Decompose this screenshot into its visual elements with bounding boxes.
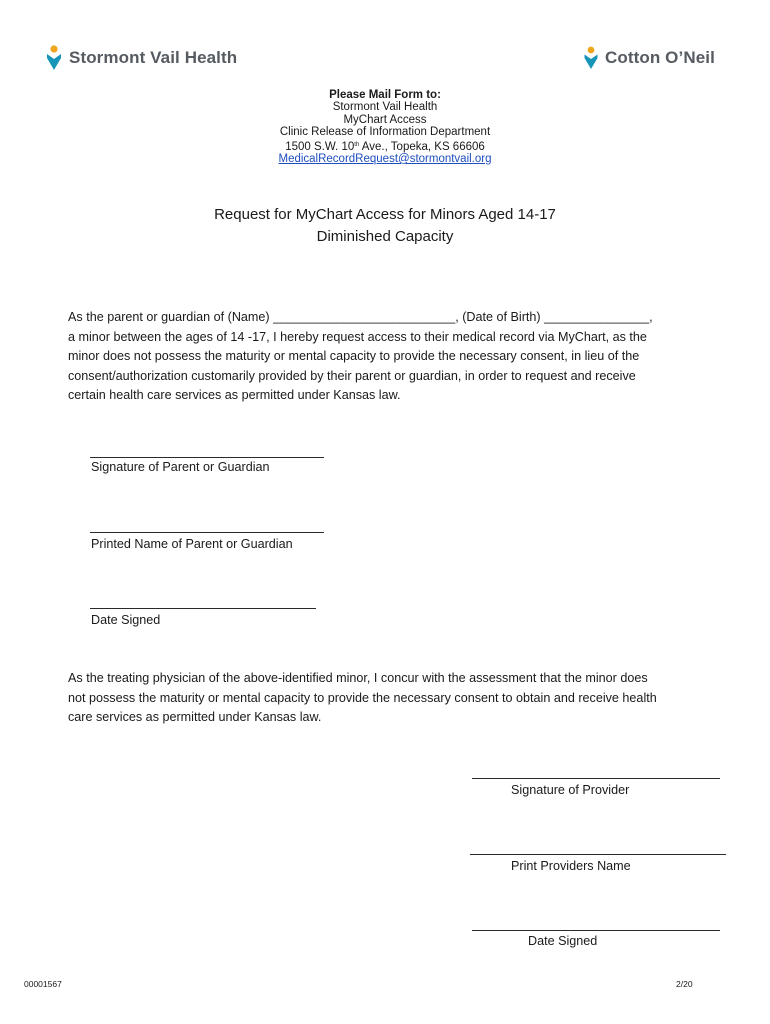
physician-statement — [68, 669, 718, 728]
parent-printed-name-label: Printed Name of Parent or Guardian — [91, 537, 293, 551]
parent-statement — [68, 308, 718, 406]
provider-name-label: Print Providers Name — [511, 859, 631, 873]
mail-to-heading: Please Mail Form to: — [329, 89, 441, 101]
physician-statement-line: not possess the maturity or mental capacity to provide the necessary consent to obtain and receive health — [68, 690, 657, 705]
mail-to-block — [0, 89, 770, 165]
parent-date-label: Date Signed — [91, 613, 161, 627]
parent-statement-line: a minor between the ages of 14 -17, I hereby request access to their medical record via MyChart, as the — [68, 329, 647, 344]
form-title-line-2: Diminished Capacity — [316, 228, 454, 245]
mail-to-line-2: MyChart Access — [343, 113, 427, 126]
email-link[interactable]: MedicalRecordRequest@stormontvail.org — [278, 153, 492, 166]
physician-statement-line: As the treating physician of the above-identified minor, I concur with the assessment that the minor does — [68, 671, 648, 685]
parent-statement-line: minor does not possess the maturity or mental capacity to provide the necessary consent, in lieu of the — [68, 349, 640, 363]
cotton-oneil-logo-text: Cotton O’Neil — [605, 48, 715, 67]
address-city: Ave., Topeka, KS 66606 — [359, 140, 485, 153]
provider-date-label: Date Signed — [528, 934, 598, 948]
stormont-vail-logo-icon — [45, 45, 63, 71]
stormont-vail-logo — [45, 45, 237, 71]
parent-printed-name-line[interactable] — [90, 532, 324, 533]
form-title-line-1: Request for MyChart Access for Minors Aged 14-17 — [214, 206, 556, 223]
mail-to-line-3: Clinic Release of Information Department — [279, 126, 491, 139]
address-street: 1500 S.W. 10 — [285, 140, 355, 153]
parent-signature-line[interactable] — [90, 457, 324, 458]
provider-signature-label: Signature of Provider — [511, 783, 630, 797]
parent-date-line[interactable] — [90, 608, 316, 609]
mail-to-address — [0, 139, 770, 153]
provider-date-line[interactable] — [472, 930, 720, 931]
form-number: 00001567 — [24, 979, 62, 989]
parent-signature-label: Signature of Parent or Guardian — [91, 460, 270, 474]
form-revision: 2/20 — [676, 979, 693, 989]
parent-statement-line: consent/authorization customarily provided by their parent or guardian, in order to request and receive — [68, 368, 636, 383]
address-superscript: th — [354, 141, 360, 148]
parent-statement-line: certain health care services as permitted under Kansas law. — [68, 388, 401, 402]
stormont-vail-logo-text: Stormont Vail Health — [69, 48, 238, 67]
provider-signature-line[interactable] — [472, 778, 720, 779]
cotton-oneil-logo-icon — [583, 46, 599, 70]
provider-name-line[interactable] — [470, 854, 726, 855]
cotton-oneil-logo — [583, 46, 715, 70]
physician-statement-line: care services as permitted under Kansas law. — [68, 710, 322, 724]
form-title — [0, 204, 770, 248]
mail-to-line-1: Stormont Vail Health — [332, 101, 438, 114]
parent-statement-line: As the parent or guardian of (Name) __________________________, (Date of Birth) _______________, — [68, 310, 653, 324]
